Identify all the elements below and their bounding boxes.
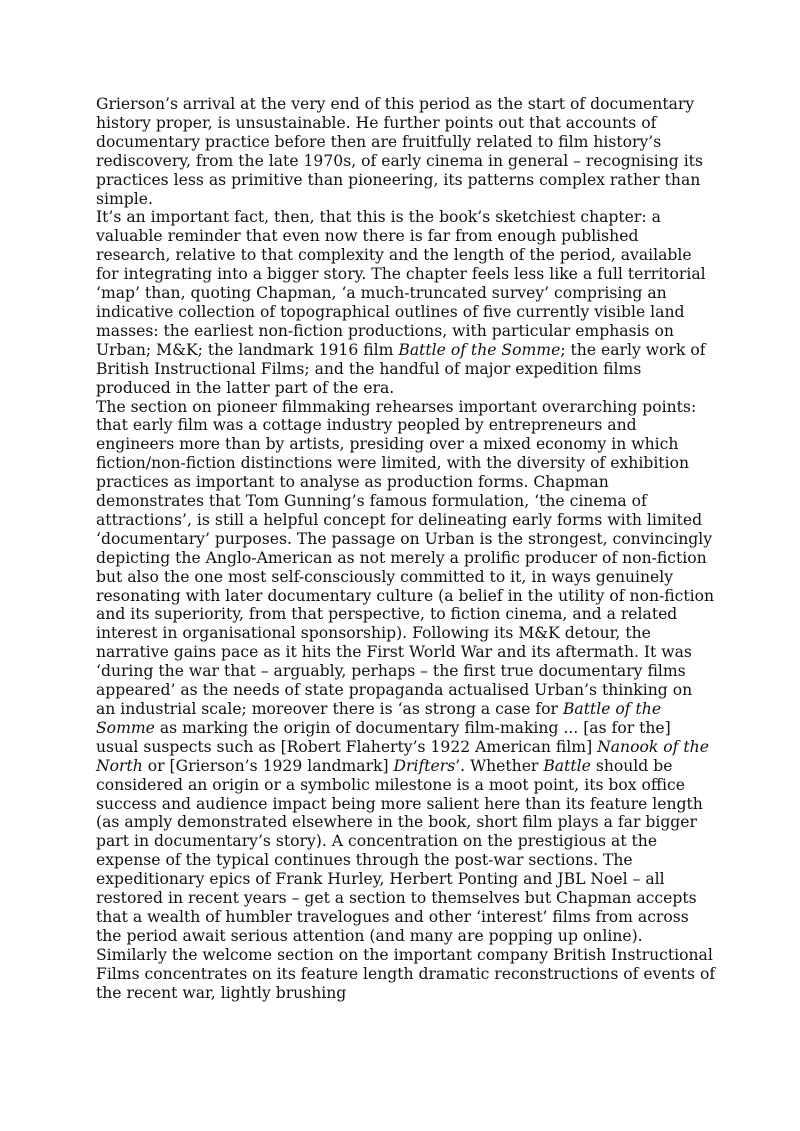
film-title-drifters: Drifters: [393, 756, 456, 775]
paragraph-1: [96, 95, 716, 208]
text-run: The section on pioneer filmmaking rehearses important overarching points: that early film was a cottage industry peopled by entrepreneurs and engineers more than by artists, presiding over a mixed economy in which fiction/non-fiction distinctions were limited, with the diversity of exhibition practices as important to analyse as production forms. Chapman demonstrates that Tom Gunning’s famous formulation, ‘the cinema of attractions’, is still a helpful concept for delineating early forms with limited ‘documentary’ purposes. The passage on Urban is the strongest, convincingly depicting the Anglo-American as not merely a prolific producer of non-fiction but also the one most self-consciously committed to it, in ways genuinely resonating with later documentary culture (a belief in the utility of non-fiction and its superiority, from that perspective, to fiction cinema, and a related interest in organisational sponsorship). Following its M&K detour, the narrative gains pace as it hits the First World War and its aftermath. It was ‘during the war that – arguably, perhaps – the first true documentary films appeared’ as the needs of state propaganda actualised Urban’s thinking on an industrial scale; moreover there is ‘as strong a case for: [96, 397, 715, 718]
paragraph-2: [96, 208, 716, 397]
film-title-nanook-of-the-north: Nanook of the North: [96, 737, 709, 775]
text-run: ; the early work of British Instructional Films; and the handful of major expedition films produced in the latter part of the era.: [96, 340, 706, 397]
film-title-battle: Battle: [543, 756, 591, 775]
text-run: or [Grierson’s 1929 landmark]: [142, 756, 394, 775]
text-run: ’. Whether: [455, 756, 544, 775]
document-page: [96, 95, 716, 1003]
text-run: should be considered an origin or a symbolic milestone is a moot point, its box office success and audience impact being more salient here than its feature length (as amply demonstrated elsewhere in the book, short film plays a far bigger part in documentary’s story). A concentration on the prestigious at the expense of the typical continues through the post-war sections. The expeditionary epics of Frank Hurley, Herbert Ponting and JBL Noel – all restored in recent years – get a section to themselves but Chapman accepts that a wealth of humbler travelogues and other ‘interest’ films from across the period await serious attention (and many are popping up online). Similarly the welcome section on the important company British Instructional Films concentrates on its feature length dramatic reconstructions of events of the recent war, lightly brushing: [96, 756, 716, 1002]
text-run: It’s an important fact, then, that this is the book’s sketchiest chapter: a valuable reminder that even now there is far from enough published research, relative to that complexity and the length of the period, available for integrating into a bigger story. The chapter feels less like a full territorial ‘map’ than, quoting Chapman, ‘a much-truncated survey’ comprising an indicative collection of topographical outlines of five currently visible land masses: the earliest non-fiction productions, with particular emphasis on Urban; M&K; the landmark 1916 film: [96, 208, 706, 359]
text-run: Grierson’s arrival at the very end of this period as the start of documentary history proper, is unsustainable. He further points out that accounts of documentary practice before then are fruitfully related to film history’s rediscovery, from the late 1970s, of early cinema in general – recognising its practices less as primitive than pioneering, its patterns complex rather than simple.: [96, 95, 703, 208]
paragraph-3: [96, 398, 716, 1003]
film-title-battle-of-the-somme: Battle of the Somme: [96, 700, 662, 737]
text-run: as marking the origin of documentary film-making ... [as for the] usual suspects such as [Robert Flaherty’s 1922 American film]: [96, 718, 671, 756]
film-title-battle-of-the-somme: Battle of the Somme: [398, 340, 561, 359]
